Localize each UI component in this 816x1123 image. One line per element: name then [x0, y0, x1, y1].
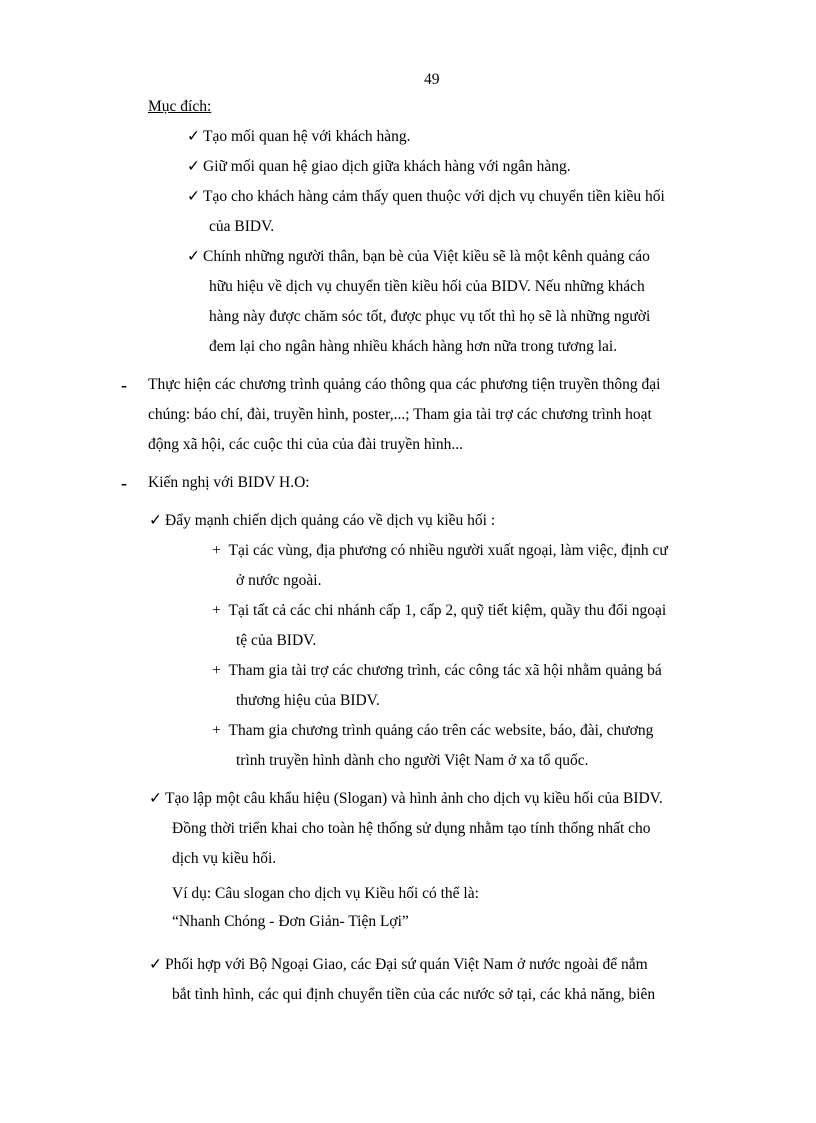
list-item: + Tham gia chương trình quảng cáo trên các website, báo, đài, chương — [212, 722, 654, 739]
list-item-continuation: trình truyền hình dành cho người Việt Nam ở xa tổ quốc. — [236, 752, 589, 769]
check-icon: ✓ — [187, 248, 200, 265]
list-item: ✓ Tạo cho khách hàng cảm thấy quen thuộc với dịch vụ chuyển tiền kiều hối — [187, 188, 665, 205]
heading-muc-dich: Mục đích: — [148, 98, 212, 115]
list-item-continuation: dịch vụ kiều hối. — [172, 850, 277, 867]
list-item-continuation: hữu hiệu về dịch vụ chuyển tiền kiều hối của BIDV. Nếu những khách — [209, 278, 645, 295]
list-item-continuation: bắt tình hình, các qui định chuyển tiền của các nước sở tại, các khả năng, biên — [172, 986, 656, 1003]
dash-bullet: - — [121, 375, 127, 395]
list-item-continuation: hàng này được chăm sóc tốt, được phục vụ tốt thì họ sẽ là những người — [209, 308, 651, 325]
check-icon: ✓ — [187, 128, 200, 145]
list-item: ✓ Chính những người thân, bạn bè của Việt kiều sẽ là một kênh quảng cáo — [187, 248, 650, 265]
kien-nghi-heading: Kiến nghị với BIDV H.O: — [148, 474, 310, 491]
page-number: 49 — [424, 71, 440, 88]
list-item: + Tại tất cả các chi nhánh cấp 1, cấp 2, quỹ tiết kiệm, quầy thu đổi ngoại — [212, 602, 667, 619]
plus-icon: + — [212, 602, 221, 619]
list-item: ✓ Đẩy mạnh chiến dịch quảng cáo về dịch vụ kiều hối : — [149, 512, 496, 529]
list-item: + Tham gia tài trợ các chương trình, các công tác xã hội nhằm quảng bá — [212, 662, 662, 679]
plus-icon: + — [212, 662, 221, 679]
slogan-example-quote: “Nhanh Chóng - Đơn Giản- Tiện Lợi” — [172, 913, 409, 930]
list-item: + Tại các vùng, địa phương có nhiều người xuất ngoại, làm việc, định cư — [212, 542, 668, 559]
plus-icon: + — [212, 722, 221, 739]
paragraph-line: động xã hội, các cuộc thi của của đài truyền hình... — [148, 436, 464, 453]
list-item-continuation: tệ của BIDV. — [236, 632, 317, 649]
paragraph-line: chúng: báo chí, đài, truyền hình, poster,...; Tham gia tài trợ các chương trình hoạt — [148, 406, 652, 423]
list-item-continuation: thương hiệu của BIDV. — [236, 692, 380, 709]
list-item: ✓ Tạo lập một câu khẩu hiệu (Slogan) và hình ảnh cho dịch vụ kiều hối của BIDV. — [149, 790, 663, 807]
list-item-continuation: đem lại cho ngân hàng nhiều khách hàng hơn nữa trong tương lai. — [209, 338, 618, 355]
list-item: ✓ Tạo mối quan hệ với khách hàng. — [187, 128, 411, 145]
list-item-continuation: Đồng thời triển khai cho toàn hệ thống sử dụng nhằm tạo tính thống nhất cho — [172, 820, 651, 837]
plus-icon: + — [212, 542, 221, 559]
check-icon: ✓ — [149, 956, 162, 973]
list-item: ✓ Phối hợp với Bộ Ngoại Giao, các Đại sứ quán Việt Nam ở nước ngoài để nắm — [149, 956, 648, 973]
paragraph-line: Thực hiện các chương trình quảng cáo thông qua các phương tiện truyền thông đại — [148, 376, 661, 393]
list-item-continuation: ở nước ngoài. — [236, 572, 322, 589]
check-icon: ✓ — [149, 512, 162, 529]
check-icon: ✓ — [187, 158, 200, 175]
dash-bullet: - — [121, 473, 127, 493]
list-item-continuation: của BIDV. — [209, 218, 275, 235]
check-icon: ✓ — [187, 188, 200, 205]
list-item: ✓ Giữ mối quan hệ giao dịch giữa khách hàng với ngân hàng. — [187, 158, 571, 175]
check-icon: ✓ — [149, 790, 162, 807]
slogan-example-label: Ví dụ: Câu slogan cho dịch vụ Kiều hối có thể là: — [172, 885, 479, 902]
